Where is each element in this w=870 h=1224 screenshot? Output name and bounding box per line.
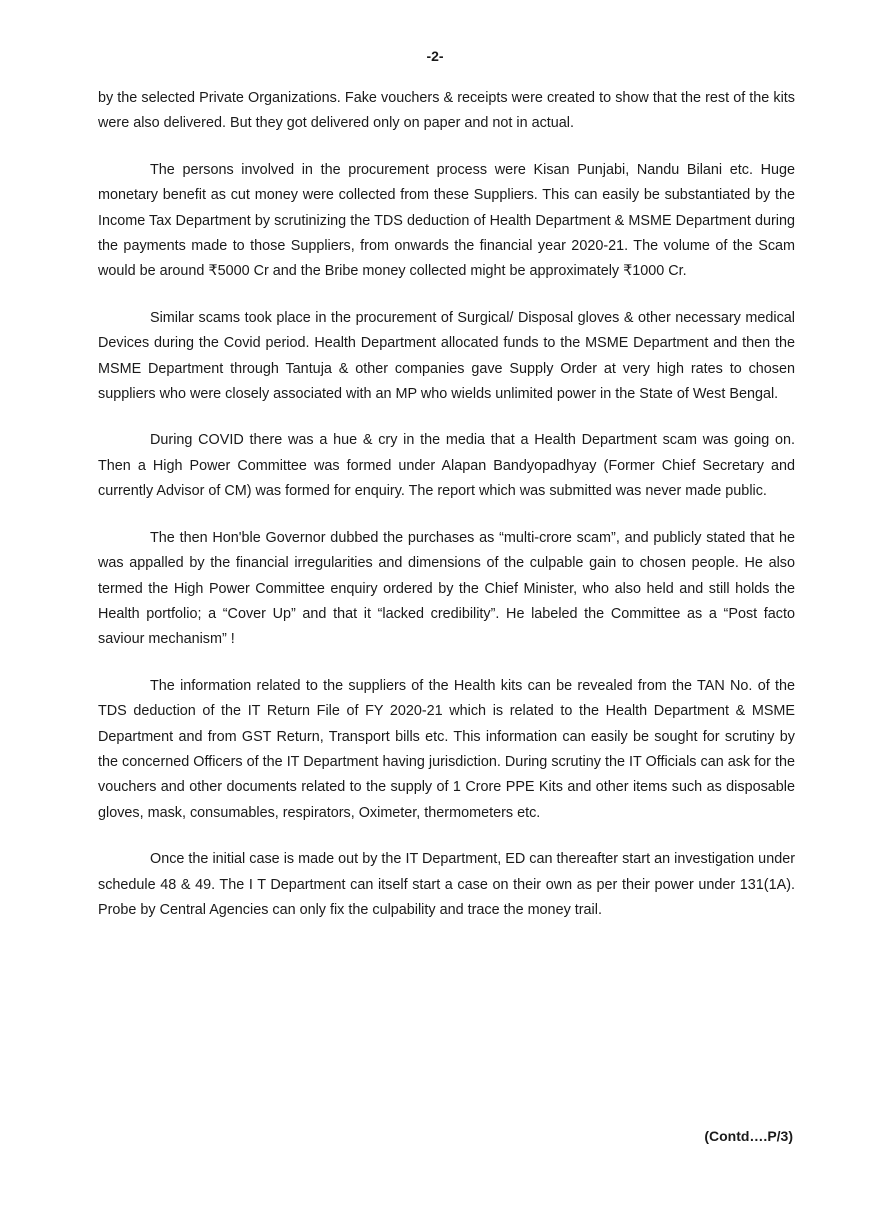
document-body bbox=[98, 86, 795, 944]
continuation-note: (Contd….P/3) bbox=[704, 1128, 793, 1144]
paragraph-similar-scams: Similar scams took place in the procurement of Surgical/ Disposal gloves & other necessary medical Devices during the Covid period. Health Department allocated funds to the MSME Department and then the MSME Department through Tantuja & other companies gave Supply Order at very high rates to chosen suppliers who were closely associated with an MP who wields unlimited power in the State of West Bengal. bbox=[98, 309, 795, 403]
paragraph-investigation: Once the initial case is made out by the IT Department, ED can thereafter start an investigation under schedule 48 & 49. The I T Department can itself start a case on their own as per their power under 131(1A). Probe by Central Agencies can only fix the culpability and trace the money trail. bbox=[98, 851, 795, 918]
paragraph-persons-involved: The persons involved in the procurement process were Kisan Punjabi, Nandu Bilani etc. Huge monetary benefit as cut money were collected from these Suppliers. This can easily be substantiated by the Income Tax Department by scrutinizing the TDS deduction of Health Department & MSME Department during the payments made to those Suppliers, from onwards the financial year 2020-21. The volume of the Scam would be around ₹5000 Cr and the Bribe money collected might be approximately ₹1000 Cr. bbox=[98, 161, 795, 280]
paragraph-continued: by the selected Private Organizations. Fake vouchers & receipts were created to show that the rest of the kits were also delivered. But they got delivered only on paper and not in actual. bbox=[98, 90, 795, 132]
page-number: -2- bbox=[426, 48, 444, 64]
paragraph-supplier-information: The information related to the suppliers of the Health kits can be revealed from the TAN No. of the TDS deduction of the IT Return File of FY 2020-21 which is related to the Health Department & MSME Department and from GST Return, Transport bills etc. This information can easily be sought for scrutiny by the concerned Officers of the IT Department having jurisdiction. During scrutiny the IT Officials can ask for the vouchers and other documents related to the supply of 1 Crore PPE Kits and other items such as disposable gloves, mask, consumables, respirators, Oximeter, thermometers etc. bbox=[98, 677, 795, 821]
paragraph-governor-statement: The then Hon'ble Governor dubbed the purchases as “multi-crore scam”, and publicly stated that he was appalled by the financial irregularities and dimensions of the culpable gain to chosen people. He also termed the High Power Committee enquiry ordered by the Chief Minister, who also held and still holds the Health portfolio; a “Cover Up” and that it “lacked credibility”. He labeled the Committee as a “Post facto saviour mechanism” ! bbox=[98, 529, 795, 648]
paragraph-covid-committee: During COVID there was a hue & cry in the media that a Health Department scam was going on. Then a High Power Committee was formed under Alapan Bandyopadhyay (Former Chief Secretary and currently Advisor of CM) was formed for enquiry. The report which was submitted was never made public. bbox=[98, 432, 795, 500]
